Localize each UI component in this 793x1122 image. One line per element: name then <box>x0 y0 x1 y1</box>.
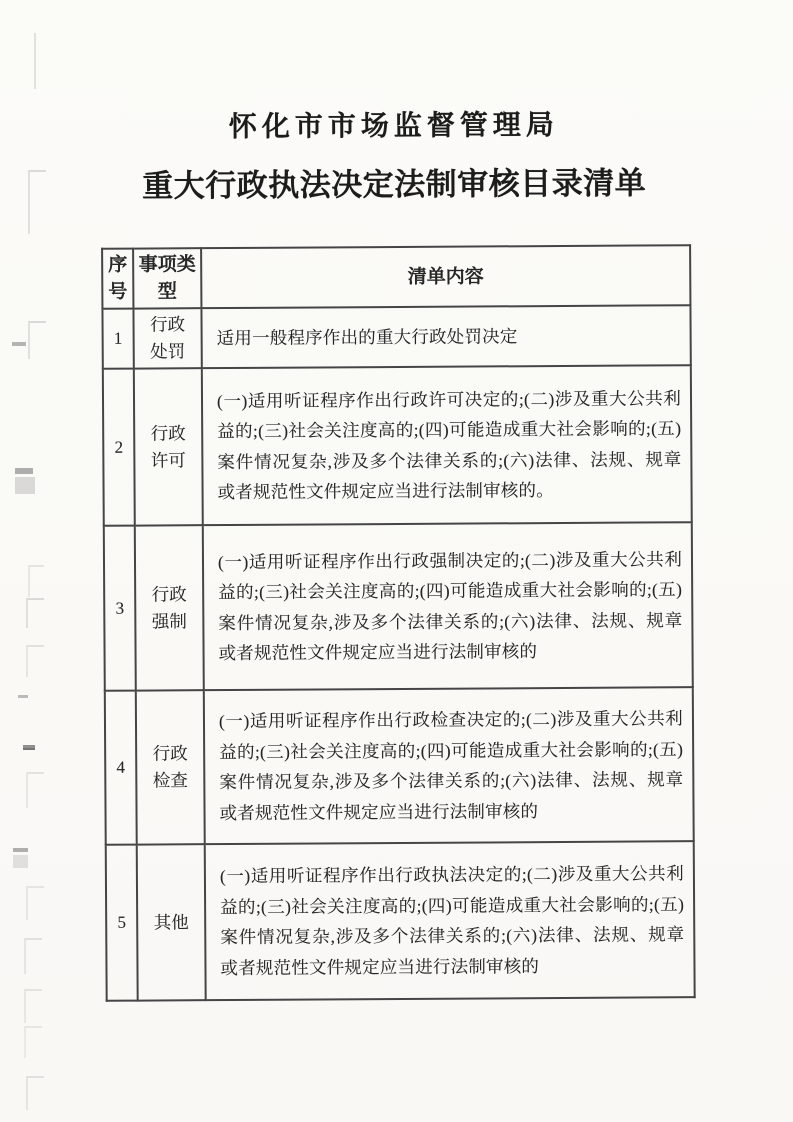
review-catalog-table <box>101 244 696 1002</box>
cell-content: (一)适用听证程序作出行政执法决定的;(二)涉及重大公共利益的;(三)社会关注度高的;(四)可能造成重大社会影响的;(五)案件情况复杂,涉及多个法律关系的;(六)法律、法规、规章或者规范性文件规定应当进行法制审核的 <box>205 841 695 1000</box>
cell-serial: 2 <box>103 369 135 526</box>
table-row <box>106 841 695 1001</box>
cell-type: 行政强制 <box>135 525 204 690</box>
cell-type: 行政许可 <box>134 368 203 525</box>
cell-content: (一)适用听证程序作出行政检查决定的;(二)涉及重大公共利益的;(三)社会关注度高的;(四)可能造成重大社会影响的;(五)案件情况复杂,涉及多个法律关系的;(六)法律、法规、规章或者规范性文件规定应当进行法制审核的 <box>204 687 694 844</box>
cell-serial: 5 <box>106 845 138 1001</box>
cell-serial: 3 <box>104 526 136 691</box>
cell-type: 行政处罚 <box>133 308 201 368</box>
cell-content: 适用一般程序作出的重大行政处罚决定 <box>201 305 690 368</box>
cell-serial: 4 <box>105 691 137 845</box>
document-title-line2: 重大行政执法决定法制审核目录清单 <box>142 165 647 204</box>
cell-type: 其他 <box>137 844 206 1000</box>
table-row <box>105 687 694 845</box>
col-header-serial: 序号 <box>102 249 133 309</box>
document-title-block <box>0 0 791 206</box>
cell-type: 行政检查 <box>136 690 205 844</box>
cell-serial: 1 <box>102 309 133 369</box>
col-header-content: 清单内容 <box>201 245 690 308</box>
cell-content: (一)适用听证程序作出行政强制决定的;(二)涉及重大公共利益的;(三)社会关注度高的;(四)可能造成重大社会影响的;(五)案件情况复杂,涉及多个法律关系的;(六)法律、法规、规章或者规范性文件规定应当进行法制审核的 <box>203 522 693 690</box>
table-row <box>104 522 693 691</box>
table-row <box>102 305 690 369</box>
table-header-row <box>102 245 690 309</box>
cell-content: (一)适用听证程序作出行政许可决定的;(二)涉及重大公共利益的;(三)社会关注度高的;(四)可能造成重大社会影响的;(五)案件情况复杂,涉及多个法律关系的;(六)法律、法规、规章或者规范性文件规定应当进行法制审核的。 <box>202 365 692 525</box>
table-row <box>103 365 692 526</box>
document-title-line1: 怀化市市场监督管理局 <box>228 110 559 144</box>
col-header-type: 事项类型 <box>133 248 201 308</box>
